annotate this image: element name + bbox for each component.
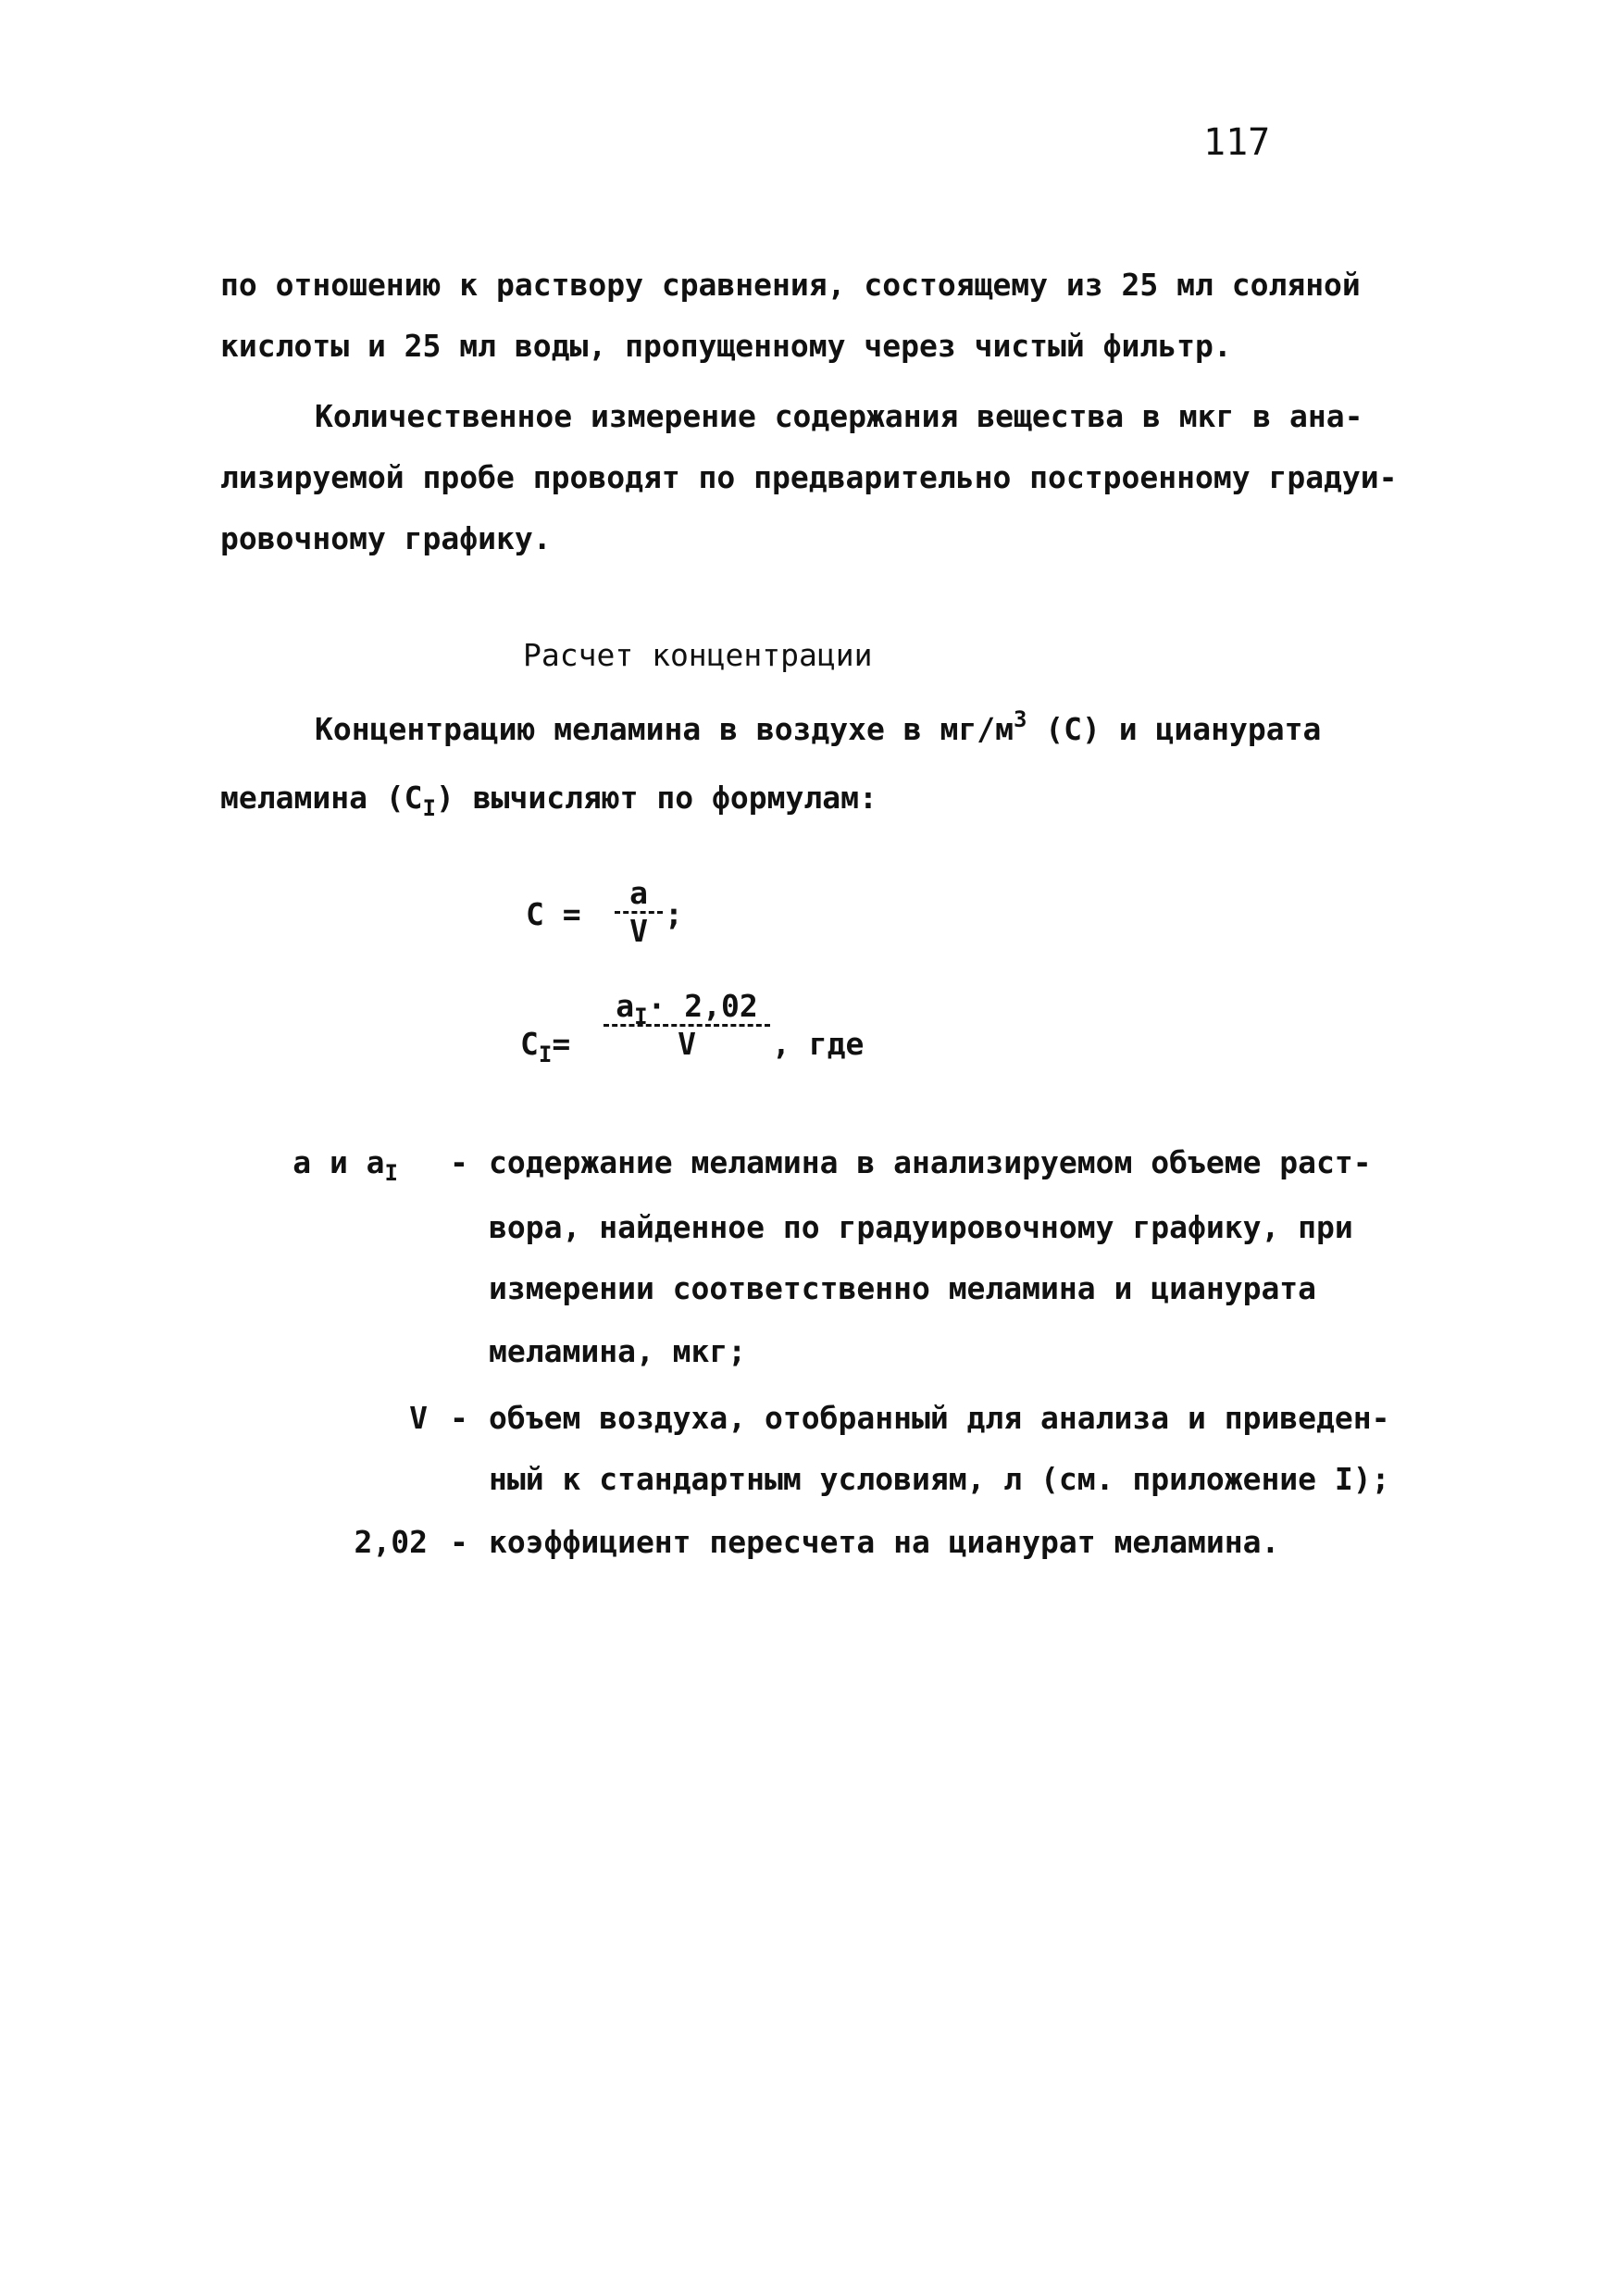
definition-term (120, 1144, 398, 1186)
definition-line: вора, найденное по градуировочному графику, при (489, 1209, 1353, 1245)
term-text: а и а (292, 1144, 385, 1180)
definition-line: коэффициент пересчета на цианурат меламина. (489, 1524, 1280, 1560)
numerator (604, 988, 770, 1029)
term-text: V (409, 1400, 428, 1436)
calc-text: Концентрацию меламина в воздухе в мг/м (315, 711, 1014, 747)
formula-c (526, 896, 581, 932)
calc-line-2 (220, 780, 877, 821)
paragraph-line: по отношению к раствору сравнения, состоящему из 25 мл соляной (220, 267, 1361, 303)
definition-line: содержание меламина в анализируемом объеме раст- (489, 1144, 1372, 1180)
calc-line-1 (315, 706, 1322, 748)
formula-tail: , где (772, 1026, 865, 1062)
definition-dash: - (450, 1524, 468, 1560)
denominator: V (629, 913, 648, 949)
paragraph-line: кислоты и 25 мл воды, пропущенному через чистый фильтр. (220, 328, 1232, 364)
subscript: I (538, 1042, 553, 1067)
definition-line: измерении соответственно меламина и цианурата (489, 1270, 1317, 1306)
calc-text: (С) и цианурата (1027, 711, 1322, 747)
subscript: I (634, 1004, 648, 1029)
numerator-a: a (616, 988, 635, 1024)
equals: = (552, 1026, 571, 1062)
denominator: V (678, 1026, 696, 1062)
definition-term (150, 1400, 428, 1437)
formula-c1 (520, 1026, 571, 1067)
superscript: 3 (1013, 706, 1027, 732)
subscript: I (422, 795, 436, 821)
definition-dash: - (450, 1400, 468, 1436)
calc-text: ) вычисляют по формулам: (436, 780, 877, 816)
fraction-a1-times-202-over-v (604, 988, 770, 1062)
numerator-factor: · 2,02 (647, 988, 758, 1024)
formula-tail: ; (665, 896, 683, 932)
fraction-a-over-v (615, 875, 663, 949)
paragraph-line: лизируемой пробе проводят по предварительно построенному градуи- (220, 459, 1398, 495)
subscript: I (384, 1160, 398, 1186)
formula-lhs: С (520, 1026, 539, 1062)
definition-line: меламина, мкг; (489, 1333, 747, 1369)
paragraph-line: ровочному графику. (220, 520, 552, 556)
term-text: 2,02 (354, 1524, 428, 1560)
definition-line: ный к стандартным условиям, л (см. приложение I); (489, 1461, 1390, 1497)
formula-lhs: С = (526, 896, 581, 932)
definition-line: объем воздуха, отобранный для анализа и приведен- (489, 1400, 1390, 1436)
page-number: 117 (1203, 121, 1271, 164)
definition-term (150, 1524, 428, 1561)
definition-dash: - (450, 1144, 468, 1180)
paragraph-line: Количественное измерение содержания вещества в мкг в ана- (315, 398, 1363, 434)
numerator: a (629, 875, 648, 911)
calc-text: меламина (С (220, 780, 423, 816)
section-heading: Расчет концентрации (523, 637, 873, 673)
